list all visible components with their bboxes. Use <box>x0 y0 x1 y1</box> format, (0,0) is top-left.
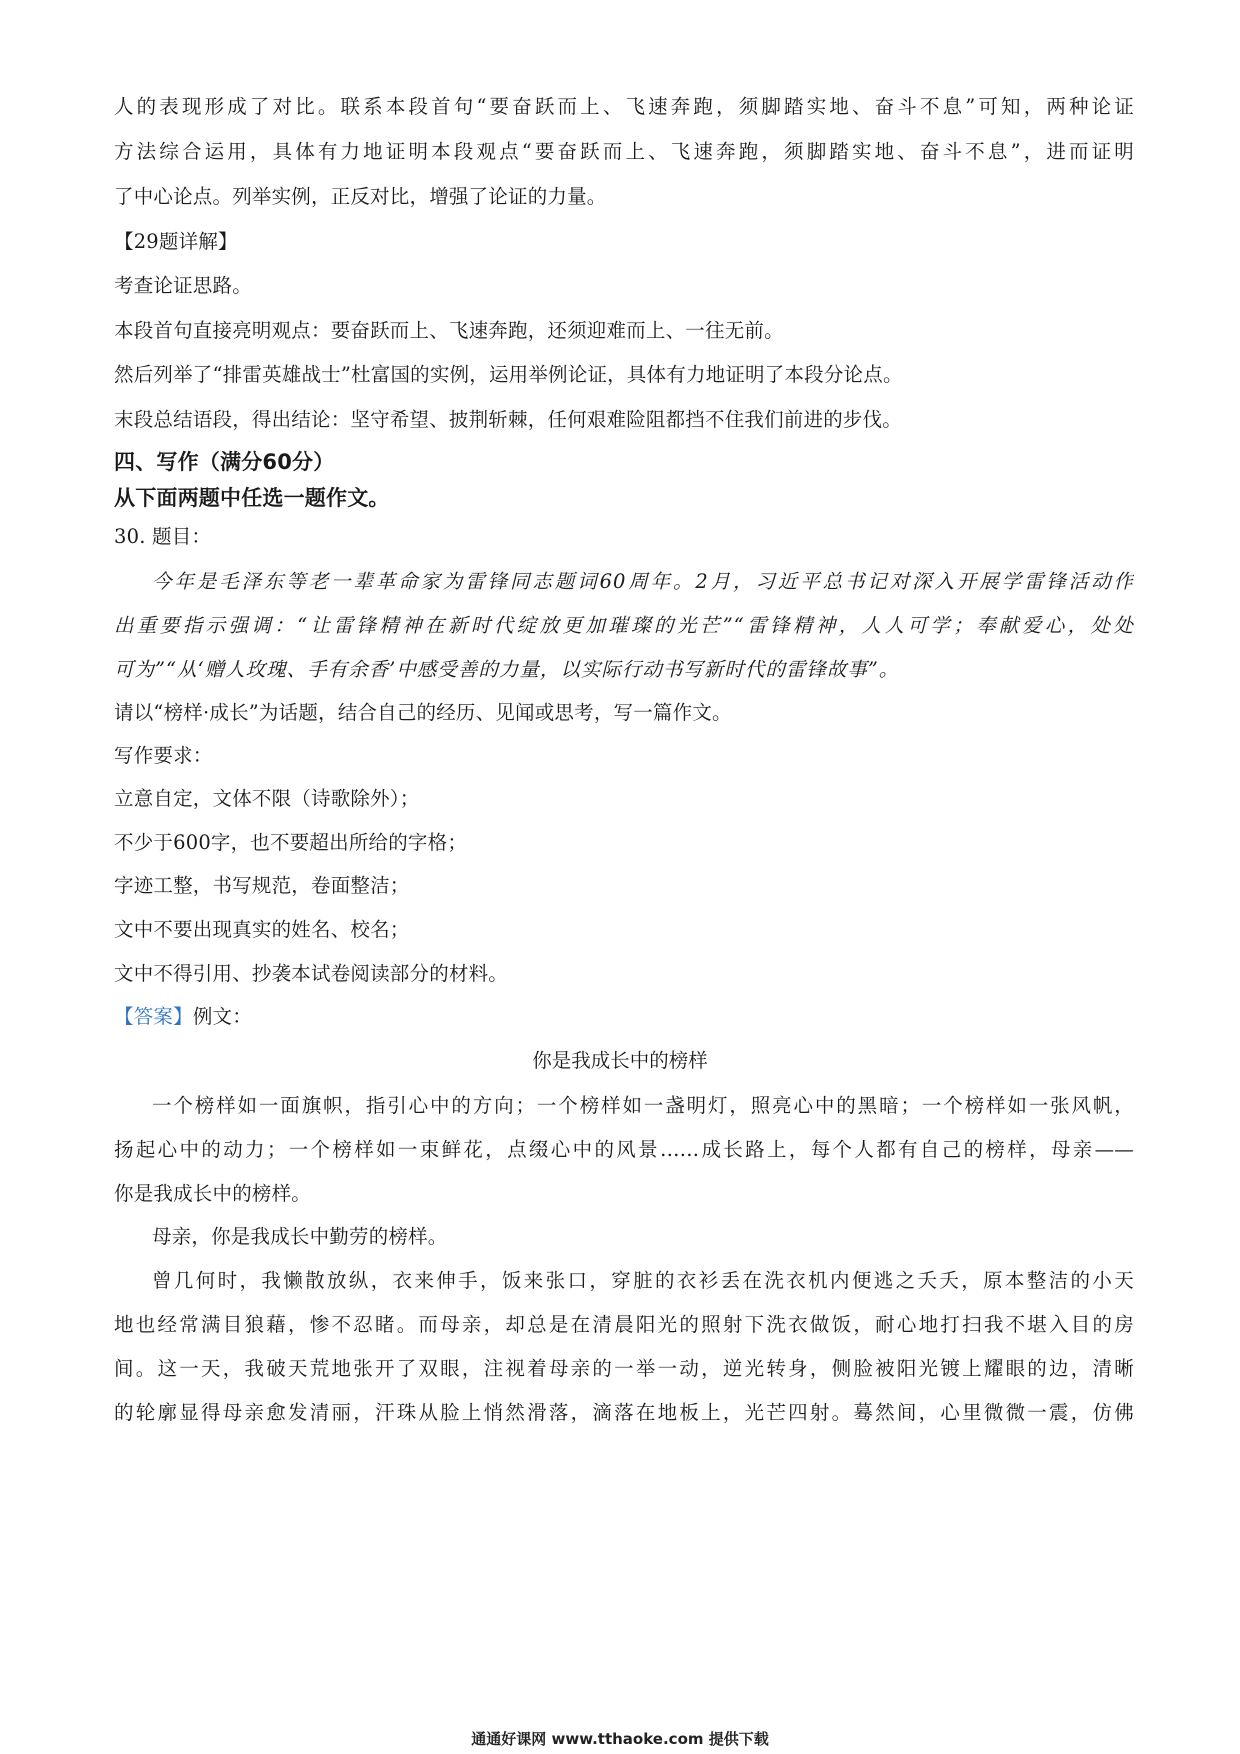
essay-line: 扬起心中的动力；一个榜样如一束鲜花，点缀心中的风景……成长路上，每个人都有自己的榜样，母亲—— <box>114 1138 1134 1161</box>
requirement-item: 立意自定，文体不限（诗歌除外）； <box>114 787 420 810</box>
page-footer: 通通好课网 www.tthaoke.com 提供下载 <box>471 1730 769 1748</box>
section-heading: 四、写作（满分60分） <box>114 450 335 474</box>
essay-line: 你是我成长中的榜样。 <box>114 1182 312 1205</box>
material-line: 可为”“从‘赠人玫瑰、手有余香’中感受善的力量，以实际行动书写新时代的雷锋故事”。 <box>114 658 900 681</box>
analysis-line: 人的表现形成了对比。联系本段首句“要奋跃而上、飞速奔跑，须脚踏实地、奋斗不息”可知，两种论证 <box>114 95 1134 118</box>
requirement-item: 文中不要出现真实的姓名、校名； <box>114 918 410 941</box>
essay-line: 的轮廓显得母亲愈发清丽，汗珠从脸上悄然滑落，滴落在地板上，光芒四射。蓦然间，心里微微一震，仿佛 <box>114 1401 1134 1424</box>
material-line: 今年是毛泽东等老一辈革命家为雷锋同志题词60周年。2月，习近平总书记对深入开展学雷锋活动作 <box>152 570 1134 593</box>
question-30-label: 30. 题目： <box>114 525 212 548</box>
material-line: 出重要指示强调：“让雷锋精神在新时代绽放更加璀璨的光芒”“雷锋精神，人人可学；奉献爱心，处处 <box>114 614 1134 637</box>
answer-label: 例文： <box>192 1005 252 1028</box>
essay-line: 地也经常满目狼藉，惨不忍睹。而母亲，却总是在清晨阳光的照射下洗衣做饭，耐心地打扫我不堪入目的房 <box>114 1313 1134 1336</box>
requirement-item: 文中不得引用、抄袭本试卷阅读部分的材料。 <box>114 962 509 985</box>
answer-line <box>114 1002 1134 1032</box>
section-instruction: 从下面两题中任选一题作文。 <box>114 486 390 510</box>
question-29-heading: 【29题详解】 <box>114 230 238 253</box>
essay-line: 一个榜样如一面旗帜，指引心中的方向；一个榜样如一盏明灯，照亮心中的黑暗；一个榜样如一张风帆， <box>152 1094 1134 1117</box>
essay-line: 曾几何时，我懒散放纵，衣来伸手，饭来张口，穿脏的衣衫丢在洗衣机内便逃之夭夭，原本整洁的小天 <box>152 1269 1134 1292</box>
essay-title: 你是我成长中的榜样 <box>532 1049 708 1072</box>
requirement-item: 字迹工整，书写规范，卷面整洁； <box>114 874 410 897</box>
analysis-line: 末段总结语段，得出结论：坚守希望、披荆斩棘，任何艰难险阻都挡不住我们前进的步伐。 <box>114 408 903 431</box>
essay-line: 间。这一天，我破天荒地张开了双眼，注视着母亲的一举一动，逆光转身，侧脸被阳光镀上耀眼的边，清晰 <box>114 1357 1134 1380</box>
essay-line: 母亲，你是我成长中勤劳的榜样。 <box>152 1225 448 1248</box>
question-prompt: 请以“榜样·成长”为话题，结合自己的经历、见闻或思考，写一篇作文。 <box>114 701 732 724</box>
answer-tag: 【答案】 <box>114 1005 193 1028</box>
analysis-line: 考查论证思路。 <box>114 274 252 297</box>
requirement-item: 不少于600字，也不要超出所给的字格； <box>114 831 468 854</box>
requirements-label: 写作要求： <box>114 744 213 767</box>
analysis-line: 然后列举了“排雷英雄战士”杜富国的实例，运用举例论证，具体有力地证明了本段分论点。 <box>114 363 903 386</box>
analysis-line: 了中心论点。列举实例，正反对比，增强了论证的力量。 <box>114 185 607 208</box>
analysis-line: 本段首句直接亮明观点：要奋跃而上、飞速奔跑，还须迎难而上、一往无前。 <box>114 319 784 342</box>
analysis-line: 方法综合运用，具体有力地证明本段观点“要奋跃而上、飞速奔跑，须脚踏实地、奋斗不息”，进而证明 <box>114 140 1134 163</box>
